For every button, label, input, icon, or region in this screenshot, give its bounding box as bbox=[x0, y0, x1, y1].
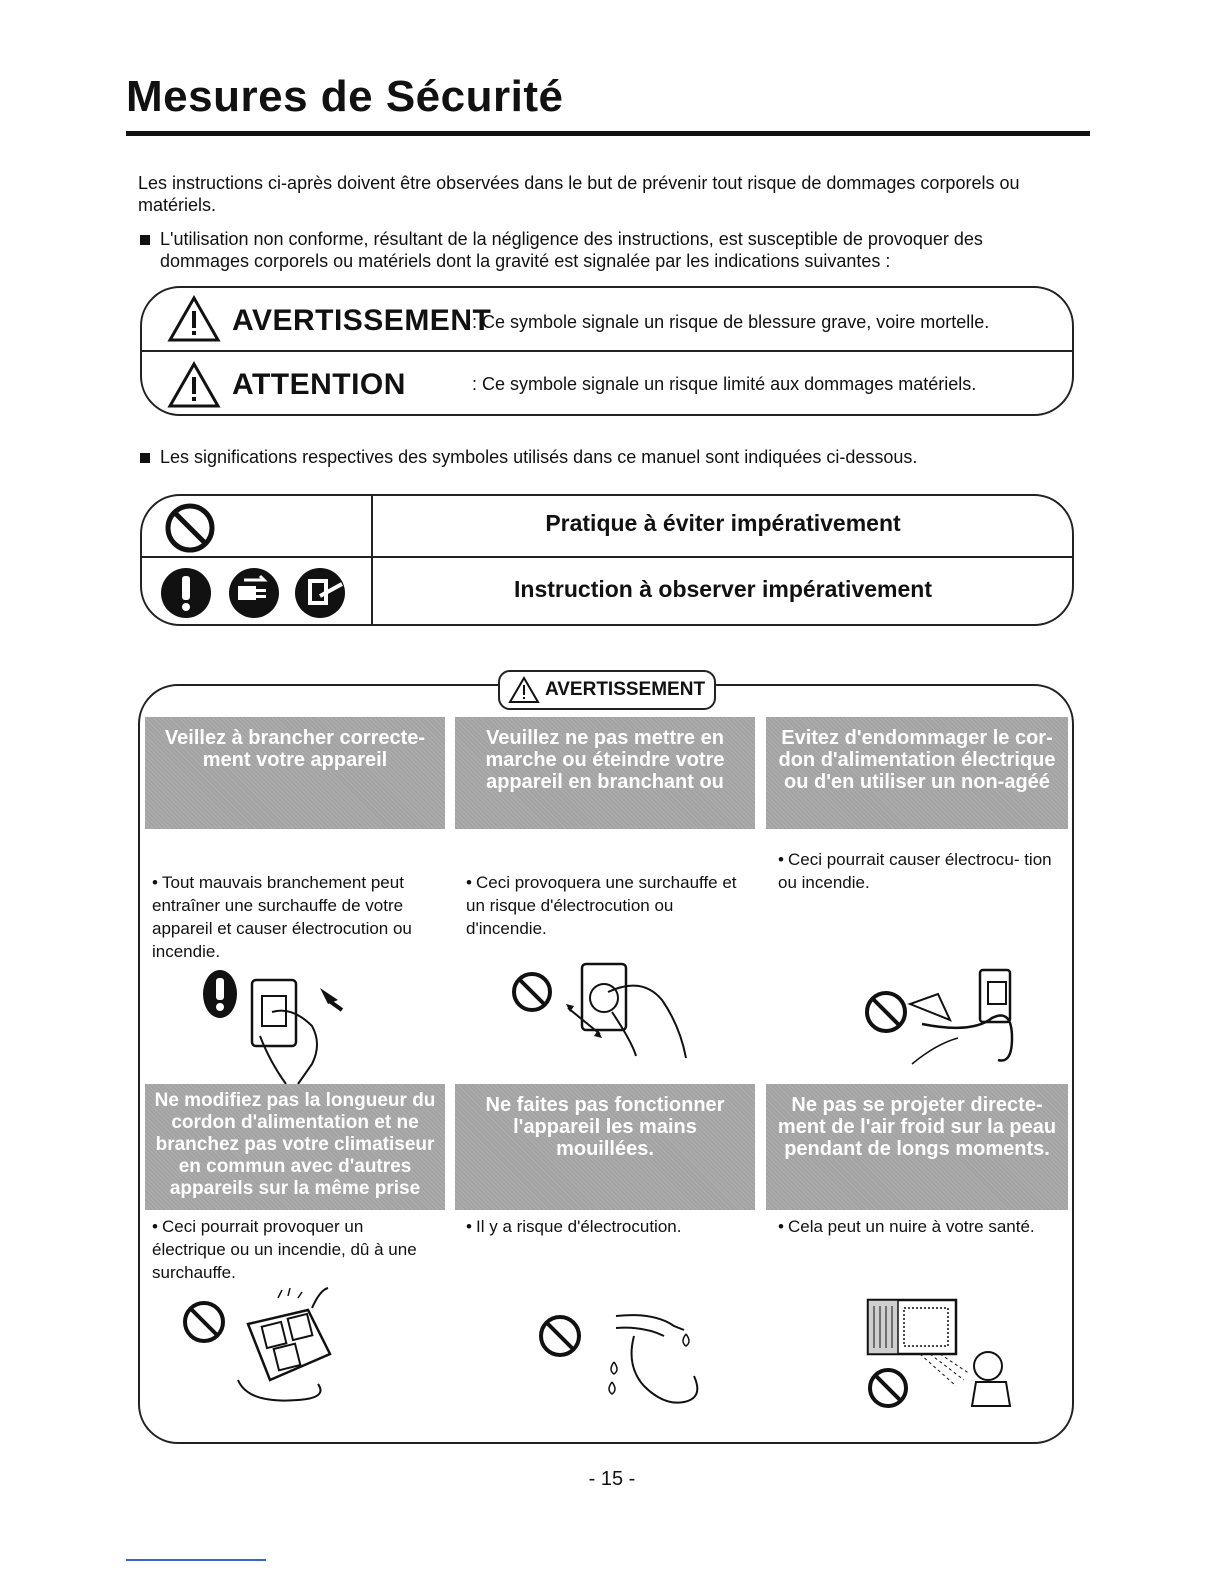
warning-banner-3: Evitez d'endommager le cor- don d'alimentation électrique ou d'en utiliser un non-agéé bbox=[766, 717, 1068, 829]
warning-label: AVERTISSEMENT bbox=[232, 304, 492, 337]
page-number: - 15 - bbox=[588, 1468, 636, 1490]
prohibited-icon bbox=[164, 502, 216, 554]
bullet-text: Les significations respectives des symboles utilisés dans ce manuel sont indiquées ci-dessous. bbox=[160, 447, 918, 467]
warning-note-1: • Tout mauvais branchement peut entraîner une surchauffe de votre appareil et causer électrocution ou incendie. bbox=[152, 873, 412, 961]
prohibited-icon bbox=[514, 974, 550, 1010]
ground-connection-icon bbox=[295, 568, 345, 618]
bullet-paragraph-2 bbox=[138, 446, 1070, 468]
mandatory-icon bbox=[203, 970, 237, 1018]
warning-description: : Ce symbole signale un risque de blessure grave, voire mortelle. bbox=[472, 312, 990, 332]
unplug-icon bbox=[229, 568, 279, 618]
warning-banner-5: Ne faites pas fonctionner l'appareil les mains mouillées. bbox=[455, 1084, 755, 1210]
symbols-horizontal-divider bbox=[140, 556, 1074, 558]
title-underline bbox=[126, 131, 1090, 136]
mandatory-description: Instruction à observer impérativement bbox=[514, 576, 932, 602]
bullet-square-icon bbox=[140, 453, 150, 463]
mandatory-icon bbox=[161, 568, 211, 618]
prohibited-icon bbox=[541, 1317, 579, 1355]
warning-banner-2: Veuillez ne pas mettre en marche ou éteindre votre appareil en branchant ou bbox=[455, 717, 755, 829]
power-strip-illustration bbox=[178, 1284, 348, 1410]
prohibited-description: Pratique à éviter impérativement bbox=[545, 510, 901, 536]
mandatory-icons-group bbox=[160, 566, 360, 620]
warning-note-6: • Cela peut un nuire à votre santé. bbox=[778, 1217, 1035, 1236]
bullet-text: L'utilisation non conforme, résultant de la négligence des instructions, est susceptible de provoquer des dommages corporels ou matériels dont la gravité est signalée par les indications suivantes : bbox=[160, 229, 983, 271]
caution-label: ATTENTION bbox=[232, 368, 406, 401]
warning-note-2: • Ceci provoquera une surchauffe et un risque d'électrocution ou d'incendie. bbox=[466, 873, 737, 938]
footer-link-underline bbox=[126, 1559, 266, 1561]
warning-note-3: • Ceci pourrait causer électrocu- tion ou incendie. bbox=[778, 850, 1052, 892]
prohibited-icon bbox=[185, 1303, 223, 1341]
caution-triangle-icon bbox=[168, 362, 220, 408]
plug-insert-illustration bbox=[200, 966, 360, 1084]
prohibited-icon bbox=[870, 1370, 906, 1406]
warning-banner-1: Veillez à brancher correcte- ment votre appareil bbox=[145, 717, 445, 829]
page-title: Mesures de Sécurité bbox=[126, 72, 564, 121]
bullet-square-icon bbox=[140, 235, 150, 245]
warnings-heading-tag bbox=[498, 670, 716, 710]
bullet-paragraph-1 bbox=[138, 228, 1070, 272]
warning-triangle-icon bbox=[168, 296, 220, 342]
warning-banner-4: Ne modifiez pas la longueur du cordon d'alimentation et ne branchez pas votre climatiseur en commun avec d'autres appareils sur la même prise bbox=[145, 1084, 445, 1210]
warning-banner-6: Ne pas se projeter directe- ment de l'air froid sur la peau pendant de longs moments. bbox=[766, 1084, 1068, 1210]
caution-description: : Ce symbole signale un risque limité aux dommages matériels. bbox=[472, 374, 977, 394]
wet-hands-illustration bbox=[534, 1306, 714, 1416]
warnings-heading-label: AVERTISSEMENT bbox=[544, 679, 706, 700]
warning-note-5: • Il y a risque d'électrocution. bbox=[466, 1217, 682, 1236]
intro-paragraph: Les instructions ci-après doivent être observées dans le but de prévenir tout risque de dommages corporels ou matériels. bbox=[138, 173, 1020, 215]
cold-air-illustration bbox=[860, 1290, 1030, 1416]
damaged-cord-illustration bbox=[862, 964, 1032, 1074]
prohibited-icon bbox=[867, 993, 905, 1031]
warning-note-4: • Ceci pourrait provoquer un électrique ou un incendie, dû à une surchauffe. bbox=[152, 1217, 417, 1282]
warning-triangle-icon bbox=[509, 677, 539, 703]
legend-divider bbox=[140, 350, 1074, 352]
plug-switch-illustration bbox=[512, 952, 712, 1062]
